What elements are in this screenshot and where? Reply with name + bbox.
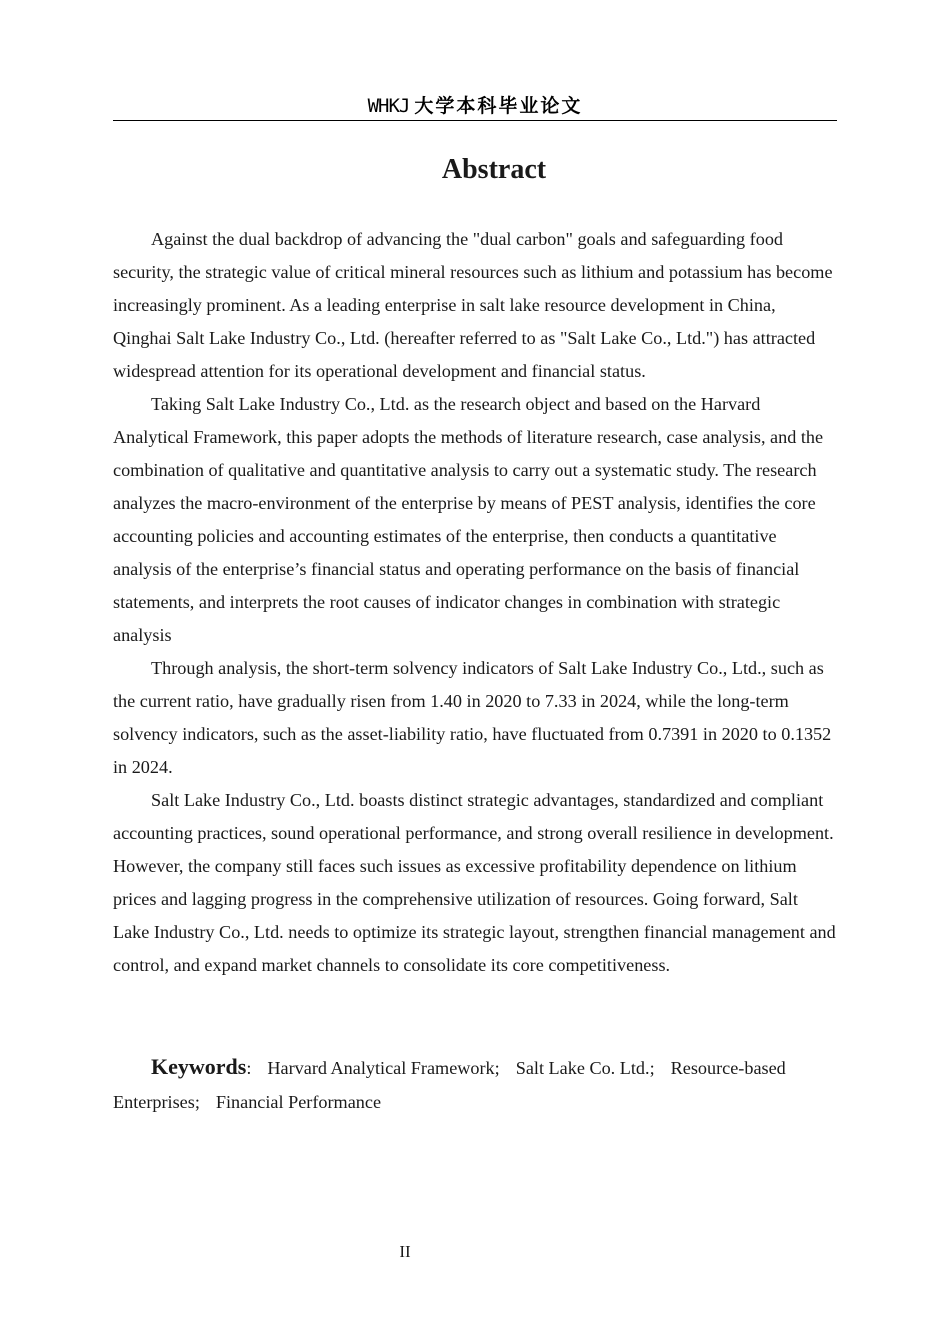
running-header <box>113 92 837 121</box>
keyword-3: Resource-based Enterprises; <box>113 1058 786 1112</box>
keyword-4: Financial Performance <box>215 1092 382 1112</box>
abstract-paragraph-1: Against the dual backdrop of advancing the "dual carbon" goals and safeguarding food security, the strategic value of critical mineral resources such as lithium and potassium has become increasingly prominent. As a leading enterprise in salt lake resource development in China, Qinghai Salt Lake Industry Co., Ltd. (hereafter referred to as "Salt Lake Co., Ltd.") has attracted widespread attention for its operational development and financial status. <box>113 229 833 381</box>
keywords-section <box>113 1050 837 1119</box>
keywords-label: Keywords <box>151 1054 247 1079</box>
abstract-body <box>113 223 837 982</box>
header-thesis-label: 大学本科毕业论文 <box>414 95 583 117</box>
abstract-paragraph-2: Taking Salt Lake Industry Co., Ltd. as the research object and based on the Harvard Analytical Framework, this paper adopts the methods of literature research, case analysis, and the combination of qualitative and quantitative analysis to carry out a systematic study. The research analyzes the macro-environment of the enterprise by means of PEST analysis, identifies the core accounting policies and accounting estimates of the enterprise, then conducts a quantitative analysis of the enterprise’s financial status and operating performance on the basis of financial statements, and interprets the root causes of indicator changes in combination with strategic analysis <box>113 394 824 645</box>
abstract-paragraph-3: Through analysis, the short-term solvency indicators of Salt Lake Industry Co., Ltd., such as the current ratio, have gradually risen from 1.40 in 2020 to 7.33 in 2024, while the long-term solvency indicators, such as the asset-liability ratio, have fluctuated from 0.7391 in 2020 to 0.1352 in 2024. <box>113 658 832 777</box>
keyword-1: Harvard Analytical Framework; <box>267 1058 500 1078</box>
page-number: II <box>399 1242 411 1261</box>
abstract-paragraph-4: Salt Lake Industry Co., Ltd. boasts distinct strategic advantages, standardized and compliant accounting practices, sound operational performance, and strong overall resilience in development. However, the company still faces such issues as excessive profitability dependence on lithium prices and lagging progress in the comprehensive utilization of resources. Going forward, Salt Lake Industry Co., Ltd. needs to optimize its strategic layout, strengthen financial management and control, and expand market channels to consolidate its core competitiveness. <box>113 790 836 975</box>
keywords-separator: : <box>246 1058 252 1078</box>
header-school-code: WHKJ <box>367 95 410 117</box>
keyword-2: Salt Lake Co. Ltd.; <box>515 1058 655 1078</box>
abstract-title: Abstract <box>441 154 547 185</box>
